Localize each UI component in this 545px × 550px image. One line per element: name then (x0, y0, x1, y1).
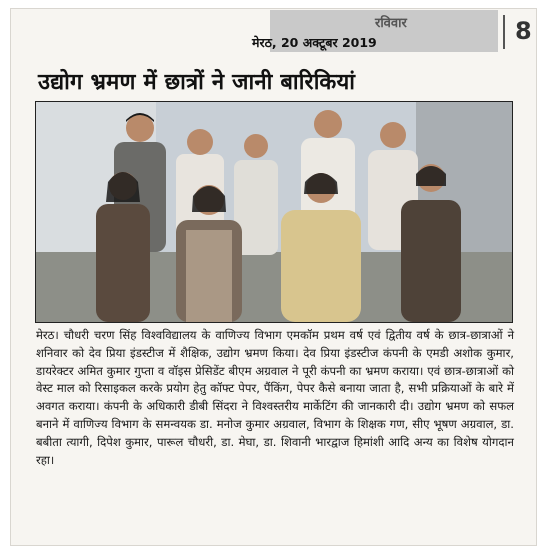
article-headline: उद्योग भ्रमण में छात्रों ने जानी बारिकियां (38, 70, 356, 95)
group-photo-image (36, 102, 512, 322)
masthead-divider (503, 15, 505, 49)
masthead-dateline: मेरठ, 20 अक्टूबर 2019 (252, 35, 377, 50)
article-body: मेरठ। चौधरी चरण सिंह विश्वविद्यालय के वाणिज्य विभाग एमकॉम प्रथम वर्ष एवं द्वितीय वर्ष के छात्र-छात्राओं ने शनिवार को देव प्रिया इंडस्टीज में शैक्षिक, उद्योग भ्रमण किया। देव प्रिया इंडस्टीज कंपनी के एमडी अशोक कुमार, डायरेक्टर अमित कुमार गुप्ता व वॉइस प्रेसिडेंट बीएम अग्रवाल ने पूरी कंपनी का भ्रमण कराया। एवं छात्र-छात्राओं को वेस्ट माल को रिसाइकल करके प्रयोग हेतु कॉफ्ट पेपर, पैंकिंग, पेपर कैसे बनाया जाता है, सभी प्रक्रियाओं के बारे में अवगत कराया। कंपनी के अधिकारी डीबी सिंदरा ने विश्वस्तरीय मार्केटिंग की जानकारी दी। उद्योग भ्रमण को सफल बनाने में वाणिज्य विभाग के समन्वयक डा. मनोज कुमार अग्रवाल, विभाग के शिक्षक गण, सीए भूषण अग्रवाल, डा. बबीता त्यागी, दिपेश कुमार, पारूल चौधरी, डा. मेघा, डा. शिवानी भारद्वाज हिमांशी आदि अन्य का विशेष योगदान रहा। (36, 328, 514, 467)
masthead-day: रविवार (375, 16, 407, 31)
masthead (30, 10, 535, 52)
page-number: 8 (515, 17, 532, 45)
group-photo (35, 101, 513, 323)
